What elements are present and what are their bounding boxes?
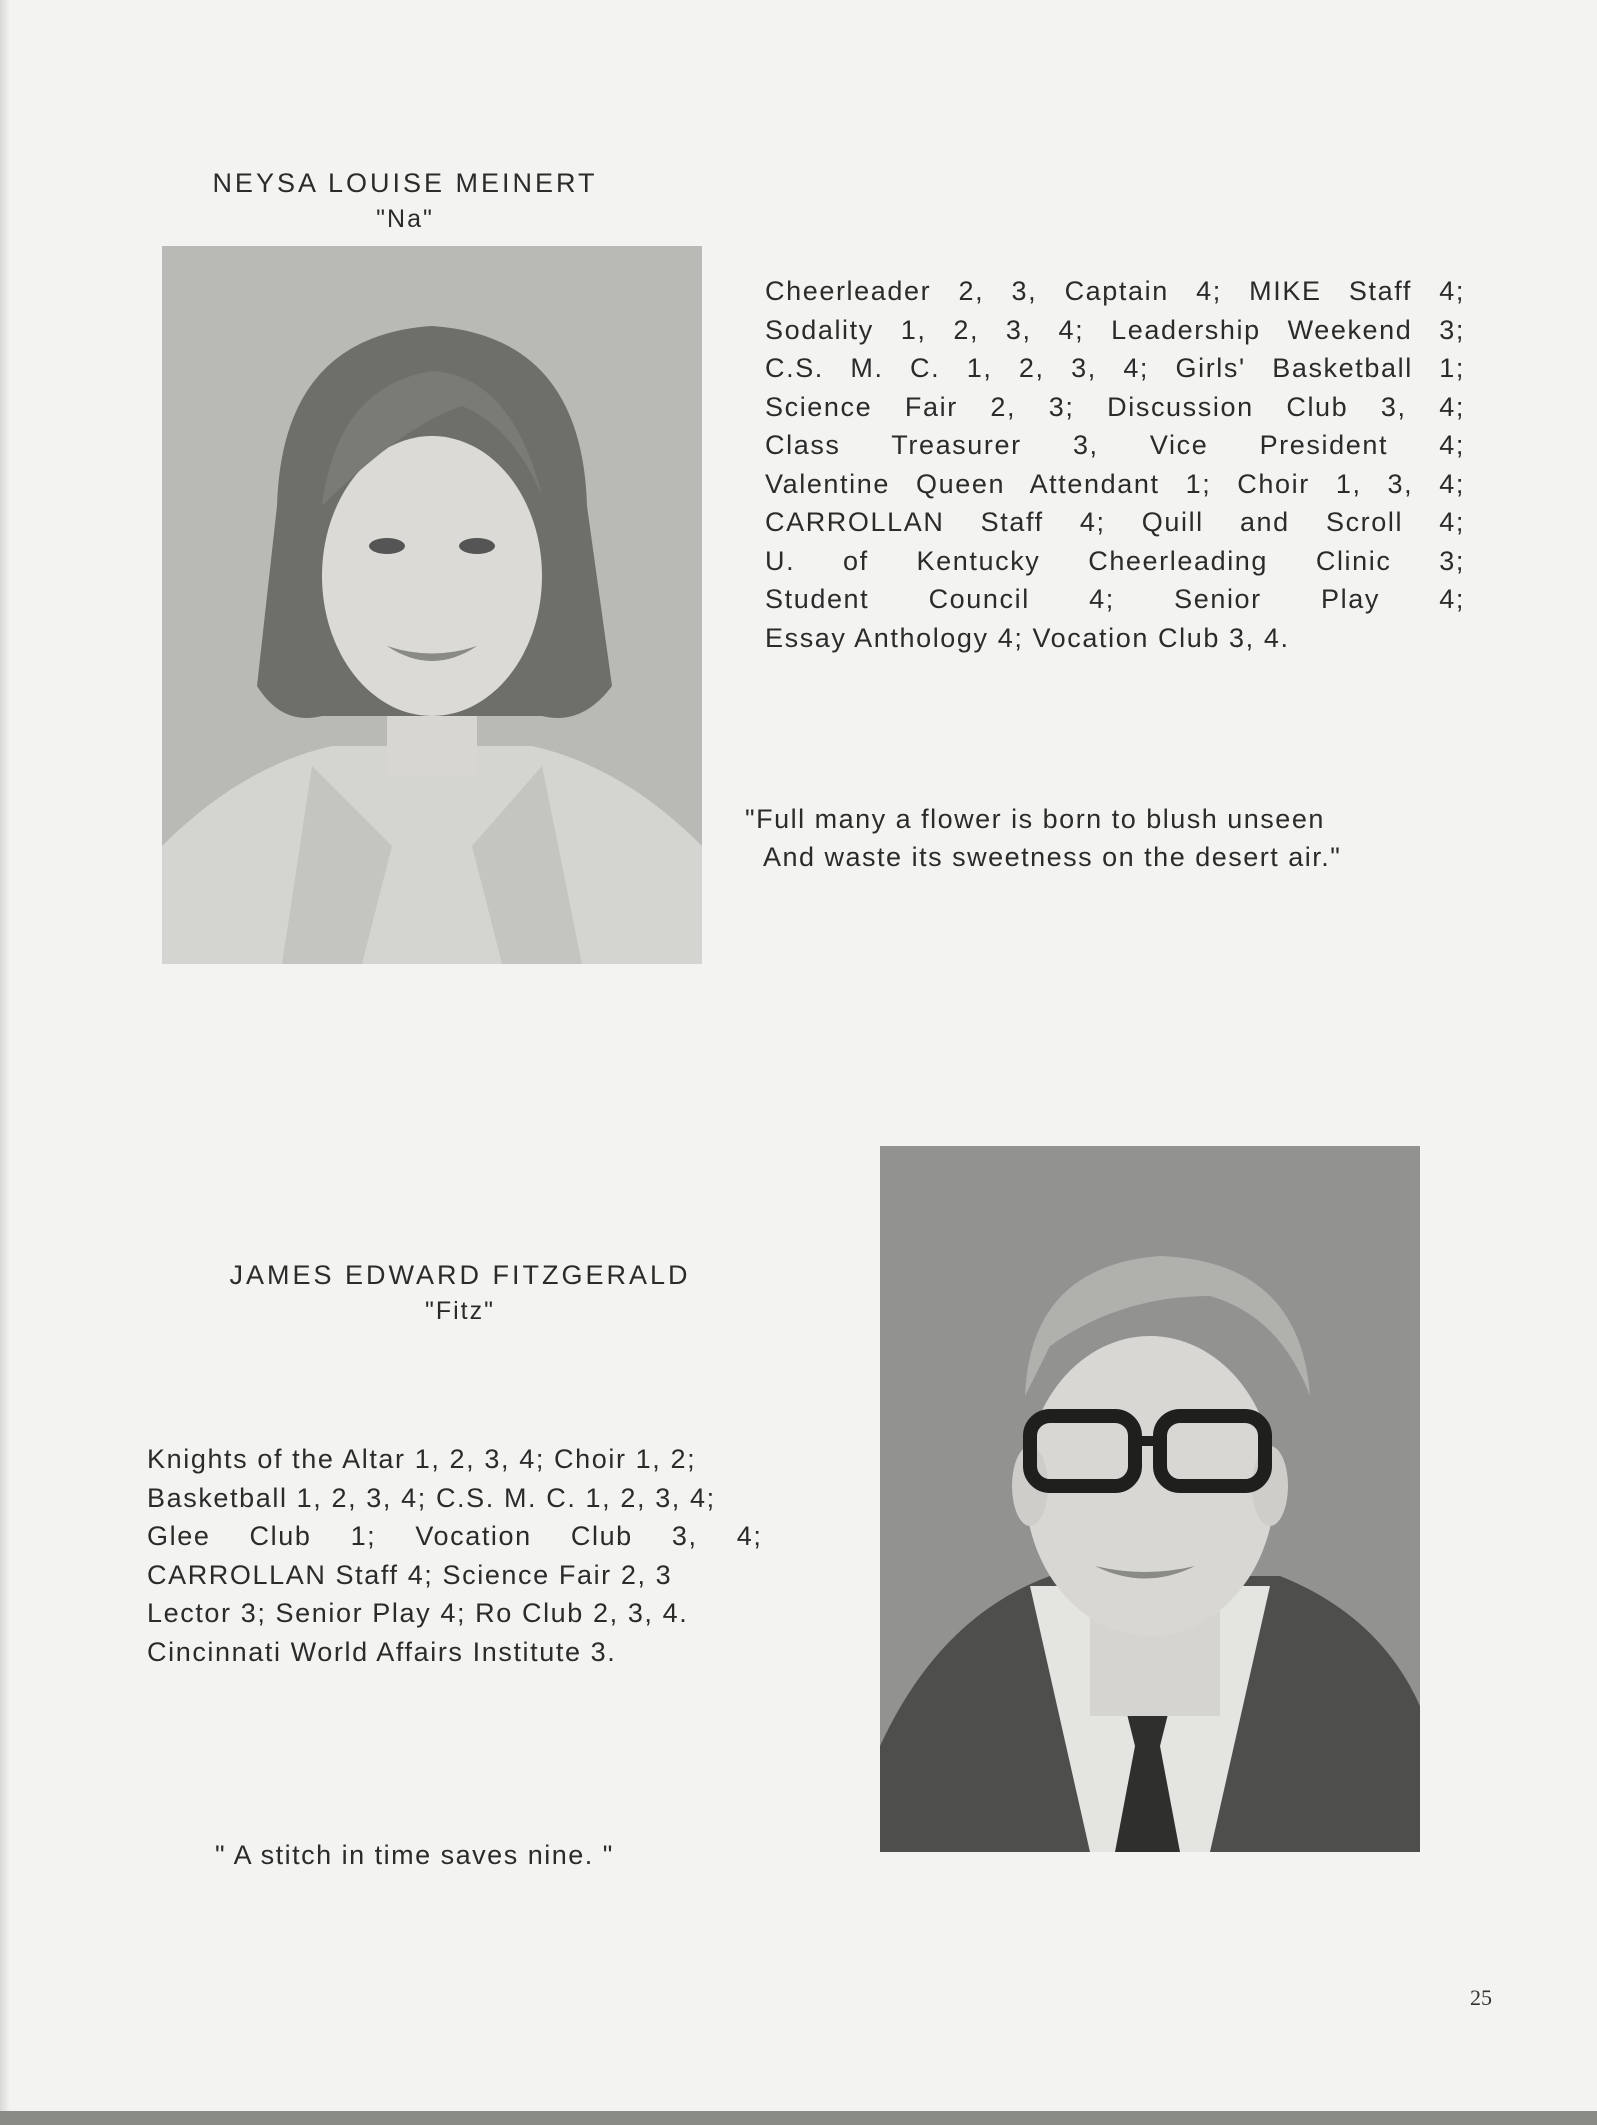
activity-line: U. of Kentucky Cheerleading Clinic 3; bbox=[765, 545, 1465, 576]
activity-line: CARROLLAN Staff 4; Science Fair 2, 3 bbox=[147, 1559, 673, 1590]
quote-line: "Full many a flower is born to blush unseen bbox=[745, 804, 1325, 834]
activity-line: Glee Club 1; Vocation Club 3, 4; bbox=[147, 1521, 763, 1551]
quote: " A stitch in time saves nine. " bbox=[215, 1840, 614, 1870]
quote-line: And waste its sweetness on the desert air." bbox=[763, 842, 1342, 872]
activity-line: Basketball 1, 2, 3, 4; C.S. M. C. 1, 2, 3, 4; bbox=[147, 1482, 716, 1513]
activity-line: Lector 3; Senior Play 4; Ro Club 2, 3, 4. bbox=[147, 1598, 689, 1628]
activity-line: Sodality 1, 2, 3, 4; Leadership Weekend 3; bbox=[765, 314, 1465, 345]
student-name: NEYSA LOUISE MEINERT bbox=[212, 168, 598, 198]
activities-list bbox=[765, 272, 1465, 657]
student-nickname: "Na" bbox=[376, 205, 434, 233]
portrait-photo-image bbox=[162, 246, 702, 964]
activity-line: Cincinnati World Affairs Institute 3. bbox=[147, 1636, 617, 1667]
activity-line: Student Council 4; Senior Play 4; bbox=[765, 584, 1465, 614]
portrait-photo bbox=[162, 246, 702, 964]
portrait-photo bbox=[880, 1146, 1420, 1852]
quote bbox=[745, 800, 1341, 876]
page-bottom-edge bbox=[0, 2111, 1597, 2125]
activity-line: CARROLLAN Staff 4; Quill and Scroll 4; bbox=[765, 507, 1465, 537]
activity-line: Essay Anthology 4; Vocation Club 3, 4. bbox=[765, 622, 1290, 653]
binding-edge bbox=[0, 0, 10, 2125]
student-nickname: "Fitz" bbox=[424, 1297, 496, 1325]
activity-line: Valentine Queen Attendant 1; Choir 1, 3, 4; bbox=[765, 468, 1465, 499]
student-name: JAMES EDWARD FITZGERALD bbox=[229, 1260, 691, 1290]
page-number: 25 bbox=[1470, 1985, 1492, 2010]
activities-list bbox=[147, 1440, 827, 1671]
activity-line: C.S. M. C. 1, 2, 3, 4; Girls' Basketball 1; bbox=[765, 353, 1465, 383]
activity-line: Science Fair 2, 3; Discussion Club 3, 4; bbox=[765, 391, 1465, 422]
activity-line: Class Treasurer 3, Vice President 4; bbox=[765, 430, 1465, 460]
activity-line: Knights of the Altar 1, 2, 3, 4; Choir 1, 2; bbox=[147, 1444, 697, 1474]
activity-line: Cheerleader 2, 3, Captain 4; MIKE Staff 4; bbox=[765, 276, 1465, 306]
portrait-photo-image bbox=[880, 1146, 1420, 1852]
